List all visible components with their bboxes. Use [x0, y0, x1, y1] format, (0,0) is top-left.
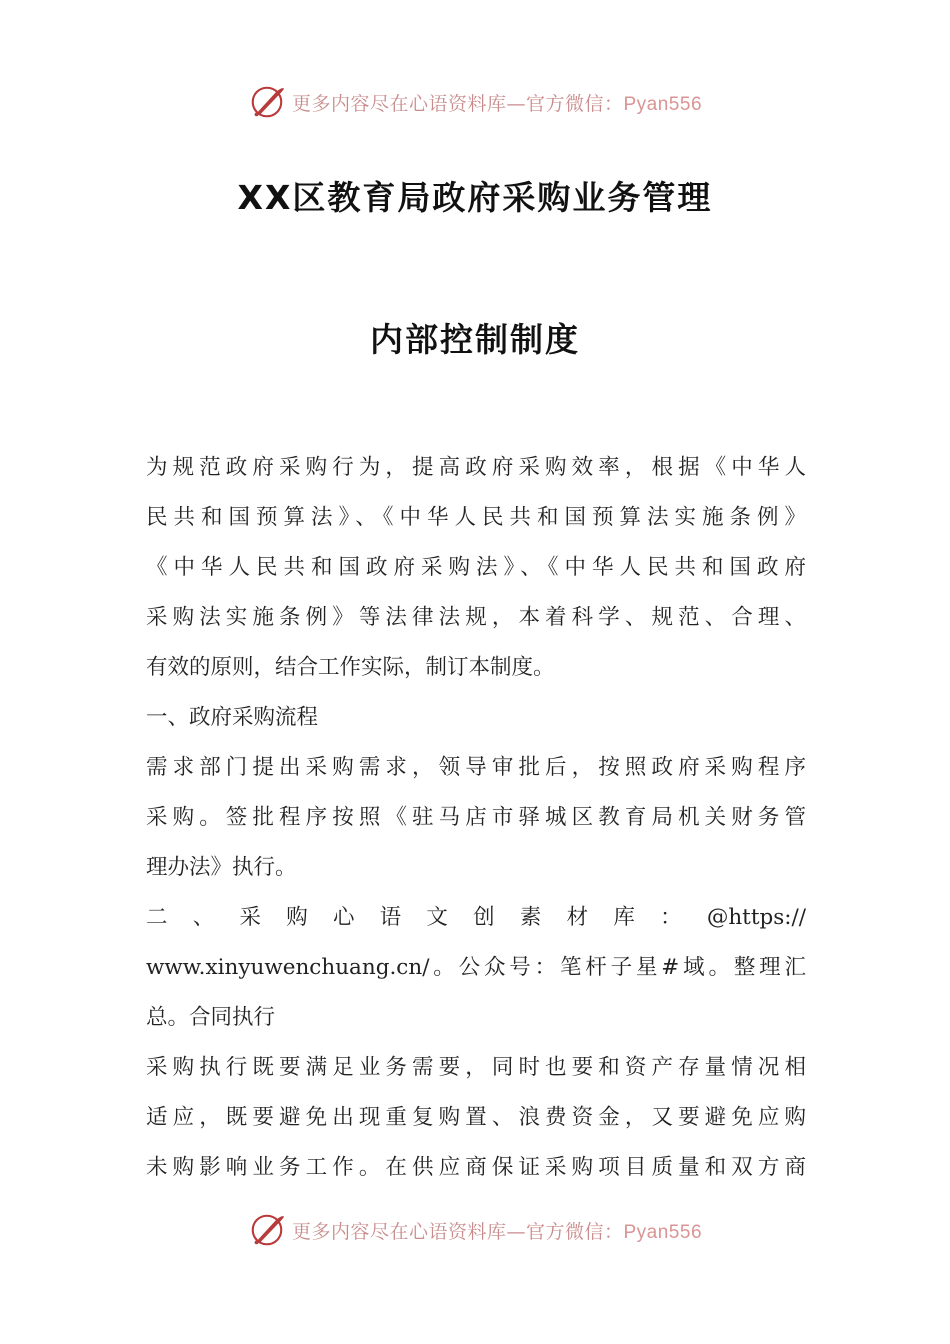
- body-line: 采购法实施条例》等法律法规，本着科学、规范、合理、: [146, 605, 806, 630]
- body-line: 二 、 采 购 心 语 文 创 素 材 库 ： @https://: [146, 905, 806, 930]
- section-heading: 一、政府采购流程: [146, 705, 319, 730]
- header-banner-wechat: Pyan556: [623, 93, 703, 115]
- footer-banner-label: 更多内容尽在心语资料库—官方微信：: [291, 1220, 624, 1243]
- body-line: 未购影响业务工作。在供应商保证采购项目质量和双方商: [146, 1155, 806, 1180]
- footer-banner-wechat: Pyan556: [623, 1221, 703, 1243]
- body-line: 总。合同执行: [146, 1005, 276, 1030]
- body-line: 有效的原则，结合工作实际，制订本制度。: [146, 655, 555, 680]
- body-line: www.xinyuwenchuang.cn/。公众号：笔杆子星#域。整理汇: [146, 955, 806, 980]
- document-body: [146, 443, 806, 1193]
- body-line: 理办法》执行。: [146, 855, 297, 880]
- body-line: 需求部门提出采购需求，领导审批后，按照政府采购程序: [146, 755, 806, 780]
- body-line: 采购执行既要满足业务需要，同时也要和资产存量情况相: [146, 1055, 806, 1080]
- quill-logo-icon: [248, 1211, 286, 1249]
- quill-logo-icon: [248, 83, 286, 121]
- document-subtitle: 内部控制制度: [370, 320, 580, 359]
- footer-banner-text: [292, 1217, 702, 1244]
- header-banner-text: [292, 89, 702, 116]
- body-line: 采购。签批程序按照《驻马店市驿城区教育局机关财务管: [146, 805, 806, 830]
- body-line: 适应，既要避免出现重复购置、浪费资金，又要避免应购: [146, 1105, 806, 1130]
- document-title: XX区教育局政府采购业务管理: [237, 178, 713, 217]
- body-line: 民共和国预算法》、《中华人民共和国预算法实施条例》: [146, 505, 806, 530]
- body-line: 为规范政府采购行为，提高政府采购效率，根据《中华人: [146, 455, 806, 480]
- footer-banner: [0, 1208, 950, 1252]
- header-banner-label: 更多内容尽在心语资料库—官方微信：: [291, 92, 624, 115]
- body-line: 《中华人民共和国政府采购法》、《中华人民共和国政府: [146, 555, 806, 580]
- header-banner: [0, 80, 950, 124]
